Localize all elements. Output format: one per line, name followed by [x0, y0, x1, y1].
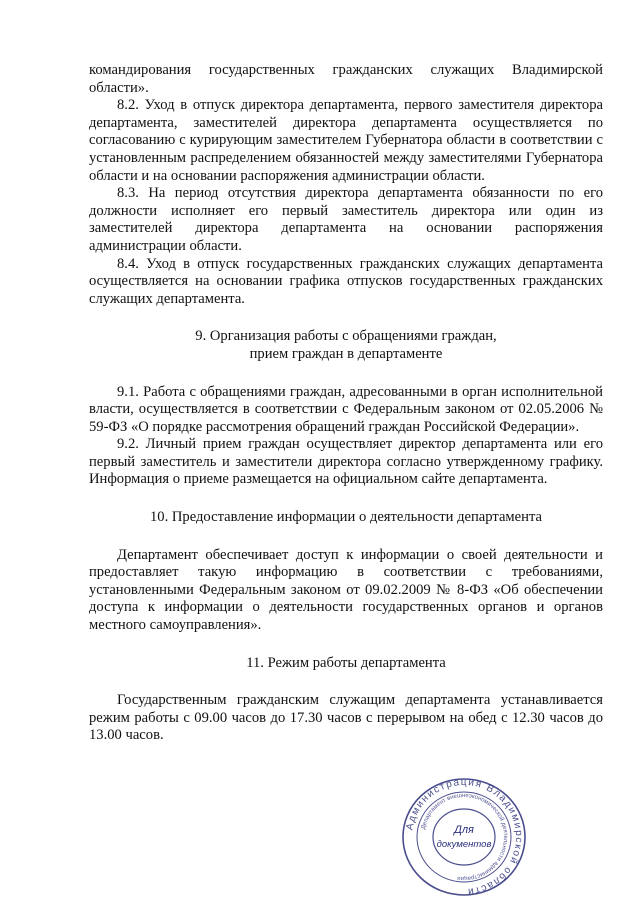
paragraph-10: Департамент обеспечивает доступ к информации о своей деятельности и предоставляет такую информацию в соответствии с требованиями, установленными Федеральным законом от 09.02.2009 № 8-ФЗ «Об обеспечении доступа к информации о деятельности государственных органов и органов местного самоуправления». — [89, 546, 603, 634]
stamp-outer-text: Администрация Владимирской области — [404, 776, 525, 898]
paragraph-8-2: 8.2. Уход в отпуск директора департамента, первого заместителя директора департамента, заместителей директора департамента осуществляется по согласованию с курирующим заместителем Губернатора области в соответствии с установленным распределением обязанностей между заместителями Губернатора области и на основании распоряжения администрации области. — [89, 97, 603, 184]
paragraph-8-4: 8.4. Уход в отпуск государственных гражданских служащих департамента осуществляется на основании графика отпусков государственных гражданских служащих департамента. — [89, 255, 603, 307]
paragraph-11: Государственным гражданским служащим департамента устанавливается режим работы с 09.00 часов до 17.30 часов с перерывом на обед с 12.30 часов до 13.00 часов. — [89, 692, 603, 744]
section-10-heading: 10. Предоставление информации о деятельности департамента — [150, 509, 542, 526]
paragraph-9-2: 9.2. Личный прием граждан осуществляет директор департамента или его первый заместитель и заместители директора согласно утвержденному графику. Информация о приеме размещается на официальном сайте департамента. — [89, 436, 603, 488]
stamp-inner-text: Департамент внешнеэкономической деятельности администрации — [420, 792, 509, 882]
round-seal-stamp — [398, 775, 530, 899]
stamp-center-line2: документов — [436, 839, 492, 850]
section-9-heading-line2: прием граждан в департаменте — [249, 345, 443, 362]
document-page — [89, 62, 603, 745]
paragraph-continuation: командирования государственных гражданских служащих Владимирской области». — [89, 62, 603, 96]
section-11-heading: 11. Режим работы департамента — [246, 654, 446, 671]
stamp-center-line1: Для — [454, 824, 474, 836]
paragraph-8-3: 8.3. На период отсутствия директора департамента обязанности по его должности исполняет его первый заместитель директора или один из заместителей директора департамента на основании распоряжения администрации области. — [89, 185, 603, 254]
paragraph-9-1: 9.1. Работа с обращениями граждан, адресованными в орган исполнительной власти, осуществляется в соответствии с Федеральным законом от 02.05.2006 № 59-ФЗ «О порядке рассмотрения обращений граждан Российской Федерации». — [89, 383, 603, 435]
section-9-heading-line1: 9. Организация работы с обращениями граждан, — [195, 328, 497, 345]
